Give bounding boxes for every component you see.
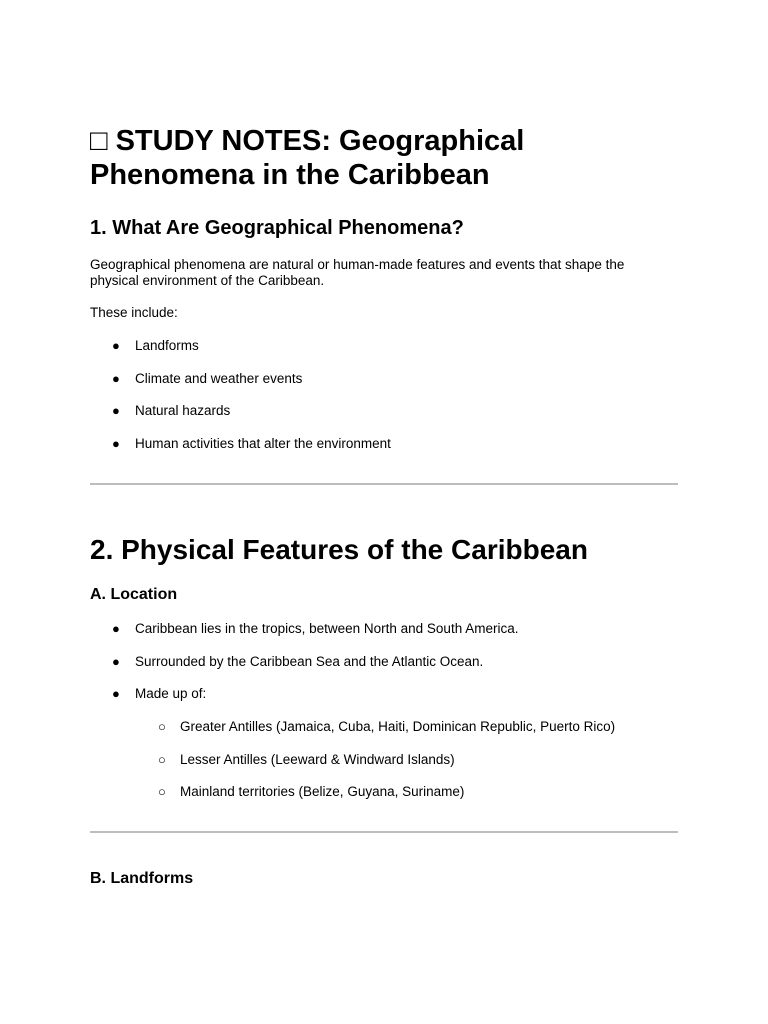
sublist-item (90, 718, 615, 735)
document-title (90, 124, 690, 192)
circle-bullet-icon: ○ (158, 751, 166, 767)
list-item-text: Surrounded by the Caribbean Sea and the Atlantic Ocean. (135, 653, 484, 669)
bullet-icon: ● (112, 653, 120, 669)
sublist-item-text: Lesser Antilles (Leeward & Windward Islands) (180, 751, 455, 767)
bullet-icon: ● (112, 403, 120, 419)
subsection-b-heading: B. Landforms (90, 870, 194, 887)
section-2-heading: 2. Physical Features of the Caribbean (90, 534, 588, 565)
list-item (90, 337, 391, 354)
list-item-text: Landforms (135, 338, 199, 353)
list-item (90, 620, 518, 637)
sublist-item-text: Greater Antilles (Jamaica, Cuba, Haiti, Dominican Republic, Puerto Rico) (180, 719, 616, 734)
list-item-text: Climate and weather events (135, 370, 303, 386)
list-item-text: Human activities that alter the environment (135, 436, 391, 452)
subsection-a-list (90, 620, 518, 718)
bullet-icon: ● (112, 370, 120, 386)
list-item (90, 435, 391, 452)
list-item (90, 370, 391, 387)
list-item (90, 685, 518, 702)
list-item-text: Natural hazards (135, 403, 231, 419)
section-1-paragraph: Geographical phenomena are natural or human-made features and events that shape the physical environment of the Caribbean. (90, 257, 625, 288)
sublist-item (90, 783, 615, 800)
list-item (90, 653, 518, 670)
bullet-icon: ● (112, 686, 120, 702)
bullet-icon: ● (112, 621, 120, 636)
subsection-a-heading: A. Location (90, 586, 178, 603)
bullet-icon: ● (112, 338, 120, 353)
section-1-heading: 1. What Are Geographical Phenomena? (90, 217, 464, 239)
circle-bullet-icon: ○ (158, 784, 166, 800)
notes-icon: □ (90, 125, 108, 157)
list-item-text: Caribbean lies in the tropics, between North and South America. (135, 621, 519, 636)
sublist-item (90, 751, 615, 768)
sublist-item-text: Mainland territories (Belize, Guyana, Suriname) (180, 784, 465, 800)
horizontal-divider (90, 483, 678, 485)
bullet-icon: ● (112, 436, 120, 452)
section-1-list (90, 337, 391, 468)
section-1-intro: These include: (90, 305, 178, 320)
circle-bullet-icon: ○ (158, 719, 166, 734)
subsection-a-sublist (90, 718, 615, 816)
document-title-text: STUDY NOTES: Geographical Phenomena in the Caribbean (90, 125, 525, 191)
list-item-text: Made up of: (135, 686, 207, 702)
list-item (90, 402, 391, 419)
horizontal-divider (90, 831, 678, 833)
